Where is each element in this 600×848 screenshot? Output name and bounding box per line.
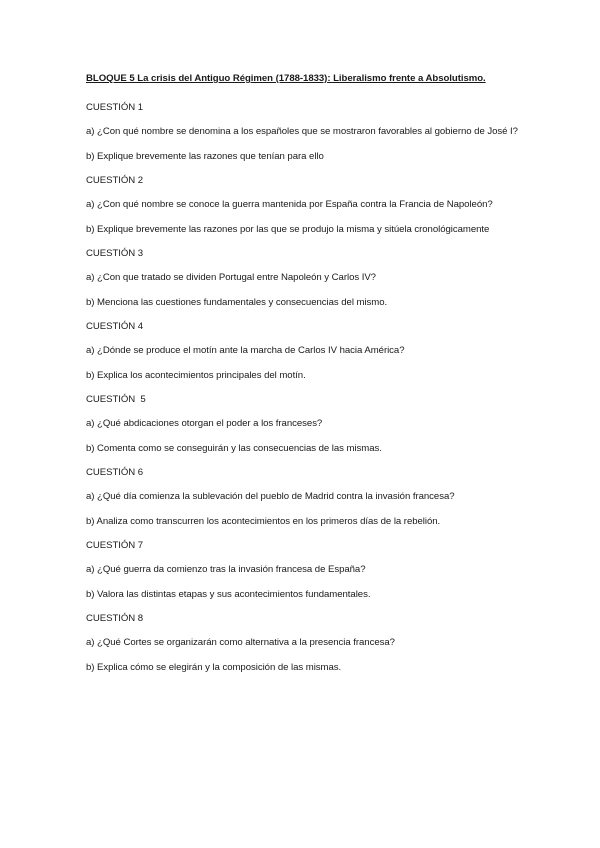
- cuestion-heading: CUESTIÓN 4: [86, 321, 144, 332]
- cuestion-heading: CUESTIÓN 3: [86, 248, 144, 259]
- cuestion-1: [86, 101, 546, 163]
- cuestion-heading: CUESTIÓN 5: [86, 394, 146, 405]
- cuestion-heading: CUESTIÓN 6: [86, 467, 144, 478]
- cuestion-6: [86, 466, 546, 528]
- question-b: b) Explique brevemente las razones por las que se produjo la misma y sitúela cronológicamente: [86, 224, 490, 235]
- question-b: b) Analiza como transcurren los acontecimientos en los primeros días de la rebelión.: [86, 516, 441, 527]
- question-a: a) ¿Qué abdicaciones otorgan el poder a los franceses?: [86, 418, 323, 429]
- question-a: a) ¿Con qué nombre se conoce la guerra mantenida por España contra la Francia de Napoleón?: [86, 199, 493, 210]
- cuestion-heading: CUESTIÓN 1: [86, 102, 144, 113]
- question-a: a) ¿Con qué nombre se denomina a los españoles que se mostraron favorables al gobierno de José I?: [86, 126, 518, 137]
- cuestion-3: [86, 247, 546, 309]
- question-a: a) ¿Qué Cortes se organizarán como alternativa a la presencia francesa?: [86, 637, 395, 648]
- question-b: b) Explica cómo se elegirán y la composición de las mismas.: [86, 662, 342, 673]
- document-content: [86, 72, 546, 685]
- cuestion-8: [86, 612, 546, 674]
- cuestion-2: [86, 174, 546, 236]
- question-b: b) Menciona las cuestiones fundamentales y consecuencias del mismo.: [86, 297, 388, 308]
- question-a: a) ¿Con que tratado se dividen Portugal entre Napoleón y Carlos IV?: [86, 272, 376, 283]
- question-b: b) Valora las distintas etapas y sus acontecimientos fundamentales.: [86, 589, 371, 600]
- document-title: BLOQUE 5 La crisis del Antiguo Régimen (1788-1833): Liberalismo frente a Absolutismo.: [86, 73, 486, 84]
- question-a: a) ¿Dónde se produce el motín ante la marcha de Carlos IV hacia América?: [86, 345, 405, 356]
- question-b: b) Explique brevemente las razones que tenían para ello: [86, 151, 324, 162]
- cuestion-7: [86, 539, 546, 601]
- question-a: a) ¿Qué guerra da comienzo tras la invasión francesa de España?: [86, 564, 366, 575]
- cuestion-heading: CUESTIÓN 2: [86, 175, 144, 186]
- question-b: b) Comenta como se conseguirán y las consecuencias de las mismas.: [86, 443, 382, 454]
- cuestion-heading: CUESTIÓN 8: [86, 613, 144, 624]
- question-b: b) Explica los acontecimientos principales del motín.: [86, 370, 306, 381]
- cuestion-5: [86, 393, 546, 455]
- cuestion-heading: CUESTIÓN 7: [86, 540, 144, 551]
- cuestion-4: [86, 320, 546, 382]
- question-a: a) ¿Qué día comienza la sublevación del pueblo de Madrid contra la invasión francesa?: [86, 491, 455, 502]
